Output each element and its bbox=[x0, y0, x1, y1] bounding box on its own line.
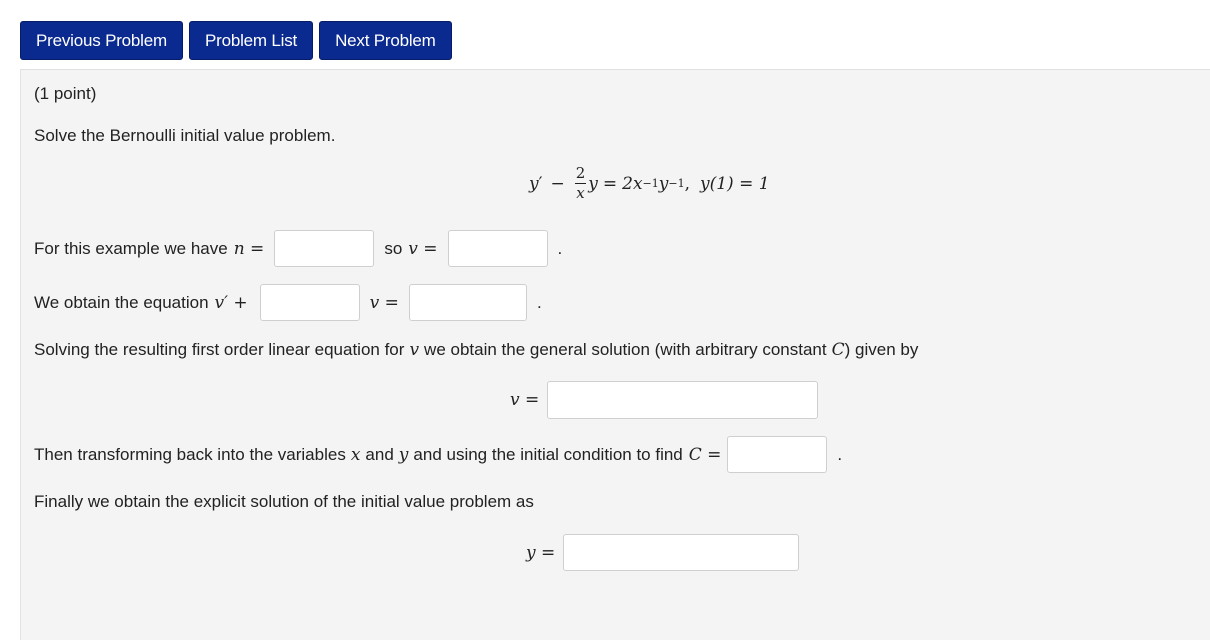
n-line-text: For this example we have bbox=[34, 238, 228, 258]
problem-panel bbox=[20, 69, 1210, 640]
coefficient-input[interactable] bbox=[260, 284, 360, 321]
linear-line-period: . bbox=[536, 292, 542, 312]
const-x: x bbox=[350, 444, 361, 465]
point-value: (1 point) bbox=[34, 84, 97, 103]
explicit-solution-sentence: Finally we obtain the explicit solution of the initial value problem as bbox=[34, 492, 534, 511]
eq-comma: , bbox=[684, 173, 690, 194]
eq-frac-num: 2 bbox=[575, 164, 586, 182]
const-period: . bbox=[837, 444, 843, 464]
eq-fraction bbox=[575, 166, 587, 201]
so-text: so bbox=[384, 238, 403, 258]
explicit-solution-input[interactable] bbox=[563, 534, 799, 571]
gs-text-b: we obtain the general solution (with arbitrary constant bbox=[424, 340, 827, 359]
rhs-input[interactable] bbox=[409, 284, 527, 321]
const-y: y bbox=[398, 444, 409, 465]
n-line bbox=[34, 230, 562, 267]
gs-text-a: Solving the resulting first order linear equation for bbox=[34, 340, 405, 359]
const-text-a: Then transforming back into the variables bbox=[34, 444, 346, 464]
const-text-b: and using the initial condition to find bbox=[413, 444, 683, 464]
const-and: and bbox=[365, 444, 394, 464]
linear-line-text: We obtain the equation bbox=[34, 292, 209, 312]
linear-equation-line bbox=[34, 284, 542, 321]
explicit-solution-row bbox=[526, 534, 799, 571]
eq-frac-den: x bbox=[576, 184, 585, 202]
general-solution-row bbox=[510, 381, 818, 419]
eq-equals: = bbox=[602, 173, 618, 194]
explicit-y-label: y = bbox=[526, 542, 556, 563]
n-label: n = bbox=[233, 238, 265, 259]
C-label: C = bbox=[688, 444, 722, 465]
eq-y2: y bbox=[588, 173, 598, 194]
eq-initial-condition: y(1) = 1 bbox=[700, 173, 770, 194]
bernoulli-equation bbox=[529, 166, 770, 201]
eq-y: y bbox=[529, 173, 539, 194]
v-substitution-input[interactable] bbox=[448, 230, 548, 267]
v-sub-label: v = bbox=[408, 238, 438, 259]
eq-minus: − bbox=[550, 173, 565, 194]
problem-prompt: Solve the Bernoulli initial value problem. bbox=[34, 126, 336, 145]
C-input[interactable] bbox=[727, 436, 827, 473]
general-solution-sentence bbox=[34, 340, 918, 360]
gs-v: v bbox=[409, 340, 420, 360]
next-problem-button[interactable]: Next Problem bbox=[319, 21, 452, 60]
gs-C: C bbox=[831, 340, 845, 360]
general-v-label: v = bbox=[510, 390, 540, 410]
problem-list-button[interactable]: Problem List bbox=[189, 21, 313, 60]
vprime-label: v′ + bbox=[214, 292, 248, 313]
n-input[interactable] bbox=[274, 230, 374, 267]
eq-prime: ′ bbox=[538, 173, 543, 194]
problem-navigation bbox=[20, 21, 452, 60]
constant-line bbox=[34, 436, 842, 473]
previous-problem-button[interactable]: Previous Problem bbox=[20, 21, 183, 60]
eq-exp1: −1 bbox=[642, 177, 659, 190]
general-solution-input[interactable] bbox=[547, 381, 818, 419]
eq-rhs-y: y bbox=[658, 173, 669, 194]
gs-text-c: ) given by bbox=[844, 340, 919, 359]
eq-exp2: −1 bbox=[668, 177, 685, 190]
eq-rhs: 2x bbox=[622, 173, 643, 194]
v-equals-label: v = bbox=[369, 292, 399, 313]
n-line-period: . bbox=[557, 238, 563, 258]
